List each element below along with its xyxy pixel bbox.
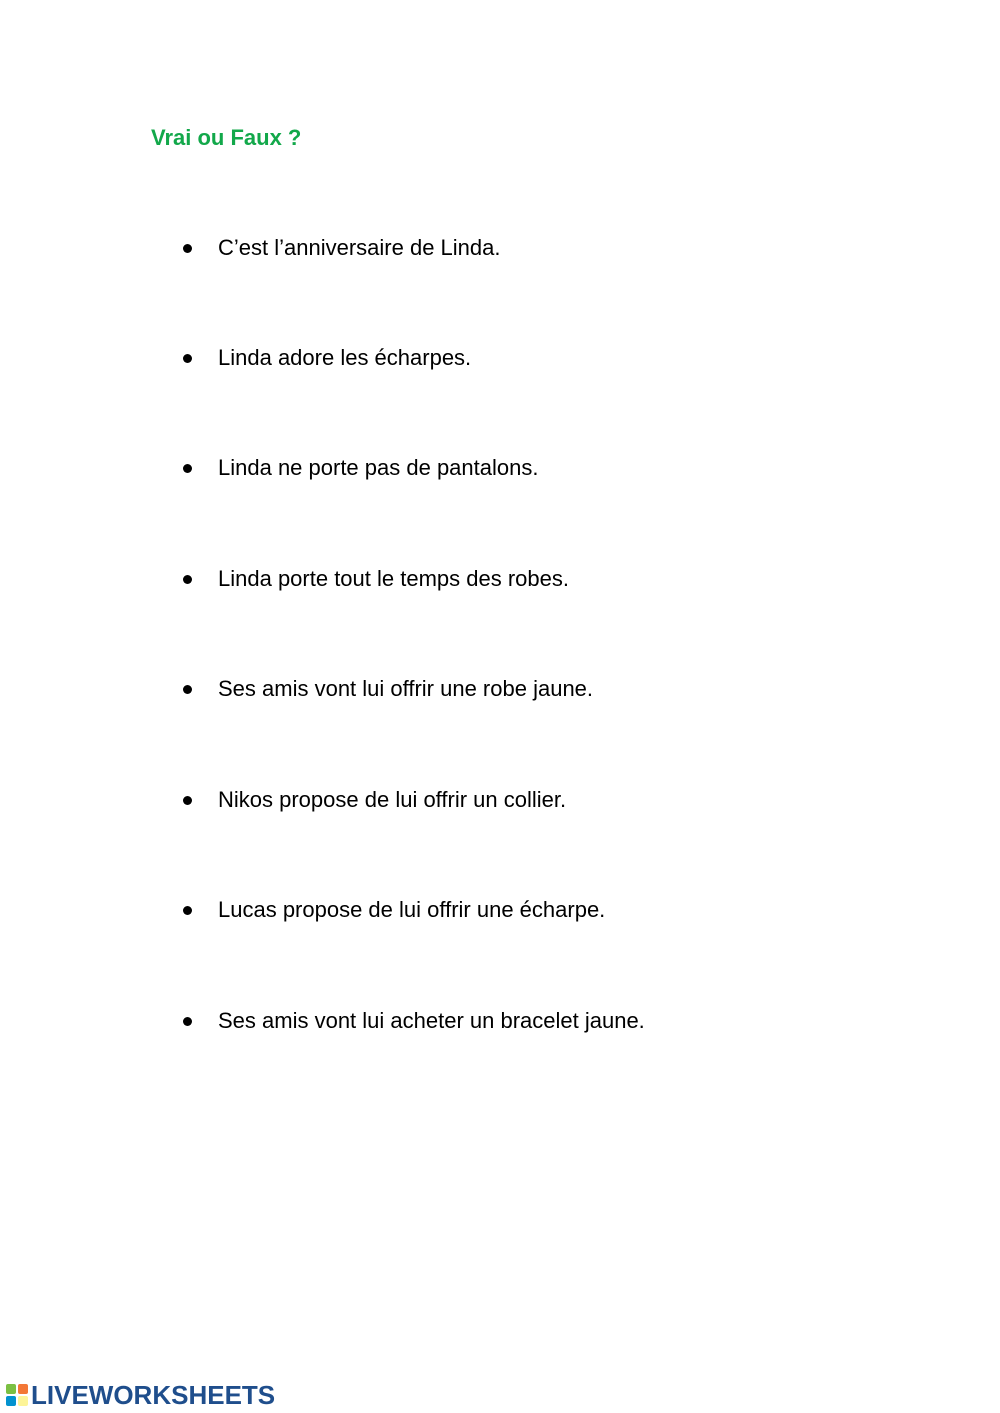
bullet-icon — [183, 244, 192, 253]
logo-text: LIVEWORKSHEETS — [31, 1380, 276, 1410]
statement-text: Lucas propose de lui offrir une écharpe. — [218, 897, 606, 922]
worksheet-title: Vrai ou Faux ? — [151, 125, 302, 150]
logo-square — [18, 1384, 28, 1394]
bullet-icon — [183, 354, 192, 363]
logo-square — [18, 1396, 28, 1406]
statement-item — [180, 343, 880, 373]
statement-item — [180, 785, 880, 815]
statement-item — [180, 564, 880, 594]
statement-item — [180, 233, 880, 263]
statement-item — [180, 674, 880, 704]
statement-item — [180, 453, 880, 483]
bullet-icon — [183, 685, 192, 694]
bullet-icon — [183, 906, 192, 915]
bullet-icon — [183, 796, 192, 805]
statement-text: Ses amis vont lui offrir une robe jaune. — [218, 676, 594, 701]
statement-text: Linda ne porte pas de pantalons. — [218, 455, 539, 480]
liveworksheets-logo[interactable] — [6, 1380, 275, 1410]
logo-mark-icon — [6, 1384, 28, 1406]
statement-item — [180, 1006, 880, 1036]
logo-square — [6, 1396, 16, 1406]
bullet-icon — [183, 464, 192, 473]
statement-item — [180, 895, 880, 925]
logo-square — [6, 1384, 16, 1394]
statement-text: C’est l’anniversaire de Linda. — [218, 235, 501, 260]
bullet-icon — [183, 1017, 192, 1026]
statement-text: Nikos propose de lui offrir un collier. — [218, 787, 567, 812]
statement-text: Ses amis vont lui acheter un bracelet jaune. — [218, 1008, 645, 1033]
statement-text: Linda adore les écharpes. — [218, 345, 472, 370]
bullet-icon — [183, 575, 192, 584]
statement-text: Linda porte tout le temps des robes. — [218, 566, 569, 591]
